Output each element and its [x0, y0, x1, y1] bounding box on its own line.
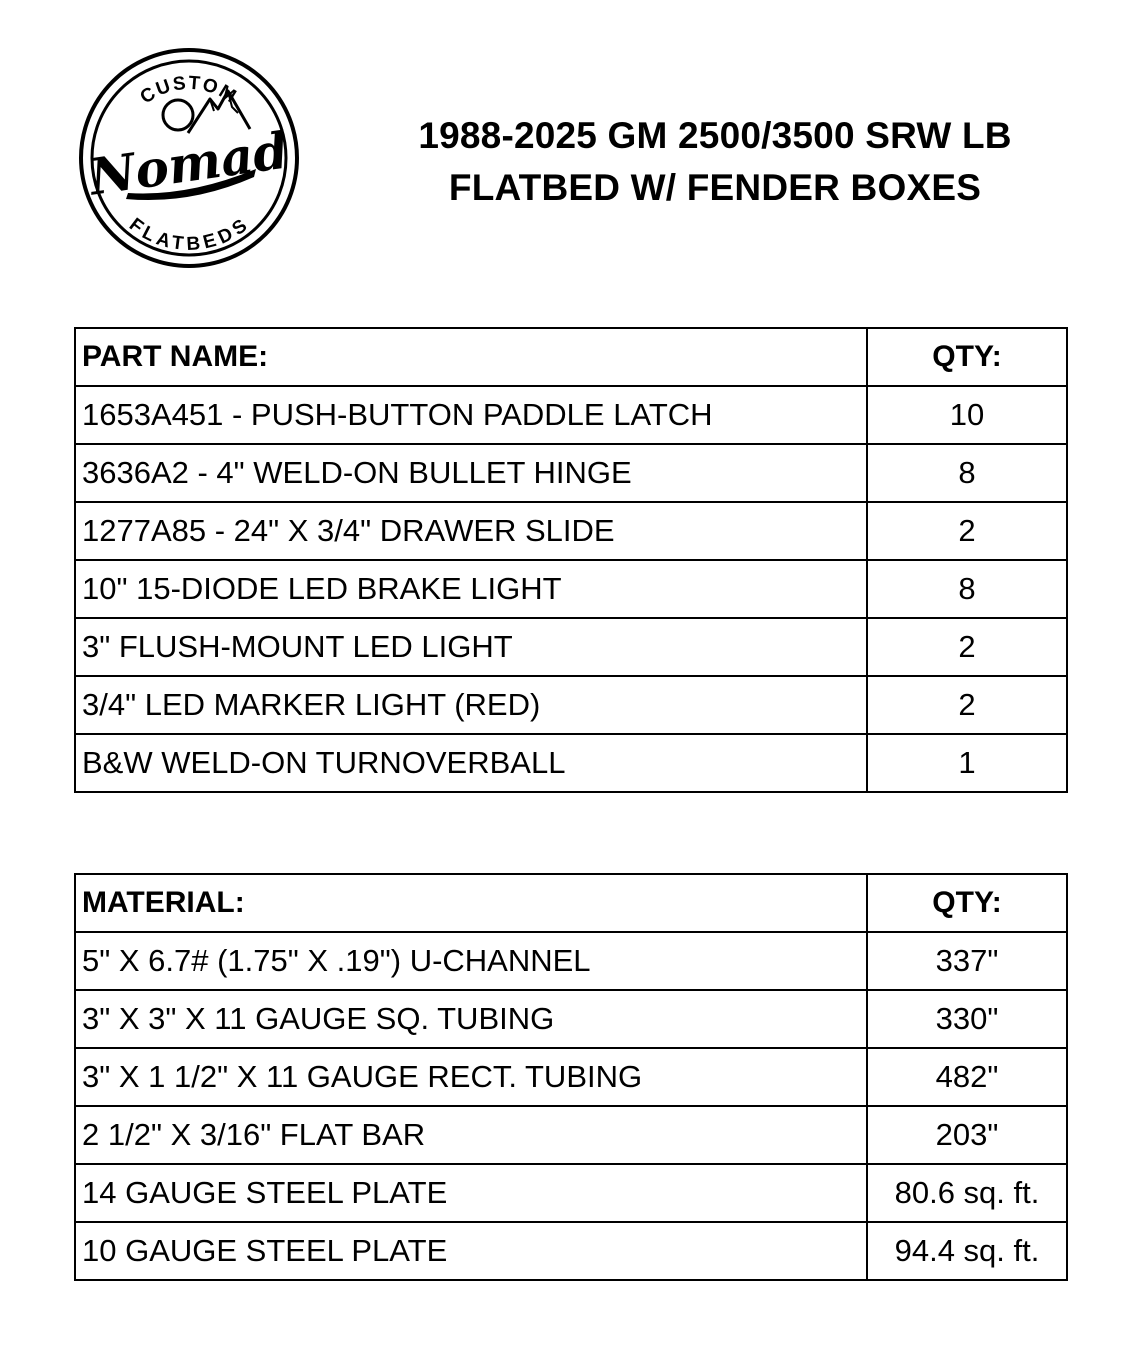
table-row — [75, 502, 1067, 560]
part-name-cell: 3" FLUSH-MOUNT LED LIGHT — [75, 618, 867, 676]
part-name-cell: 10" 15-DIODE LED BRAKE LIGHT — [75, 560, 867, 618]
qty-cell: 8 — [867, 444, 1067, 502]
materials-table — [74, 873, 1068, 1281]
qty-cell: 80.6 sq. ft. — [867, 1164, 1067, 1222]
qty-cell: 330" — [867, 990, 1067, 1048]
materials-table-header — [75, 874, 1067, 932]
table-row — [75, 1222, 1067, 1280]
material-name-cell: 10 GAUGE STEEL PLATE — [75, 1222, 867, 1280]
part-name-header: PART NAME: — [75, 328, 867, 386]
material-header: MATERIAL: — [75, 874, 867, 932]
logo-script-text: Nomad — [85, 120, 292, 207]
table-row — [75, 1048, 1067, 1106]
material-name-cell: 2 1/2" X 3/16" FLAT BAR — [75, 1106, 867, 1164]
qty-cell: 337" — [867, 932, 1067, 990]
table-row — [75, 618, 1067, 676]
table-row — [75, 386, 1067, 444]
qty-cell: 10 — [867, 386, 1067, 444]
qty-cell: 482" — [867, 1048, 1067, 1106]
qty-cell: 8 — [867, 560, 1067, 618]
logo-bottom-text: FLATBEDS — [125, 214, 253, 256]
logo-top-text: CUSTOM — [136, 72, 242, 109]
qty-header: QTY: — [867, 874, 1067, 932]
part-name-cell: 1277A85 - 24" X 3/4" DRAWER SLIDE — [75, 502, 867, 560]
part-name-cell: 3636A2 - 4" WELD-ON BULLET HINGE — [75, 444, 867, 502]
title-line-2: FLATBED W/ FENDER BOXES — [448, 167, 982, 208]
material-name-cell: 3" X 3" X 11 GAUGE SQ. TUBING — [75, 990, 867, 1048]
company-logo — [78, 47, 300, 269]
table-row — [75, 932, 1067, 990]
table-row — [75, 1106, 1067, 1164]
qty-header: QTY: — [867, 328, 1067, 386]
page-title — [330, 110, 1100, 214]
qty-cell: 94.4 sq. ft. — [867, 1222, 1067, 1280]
table-row — [75, 1164, 1067, 1222]
qty-cell: 2 — [867, 618, 1067, 676]
parts-table-header — [75, 328, 1067, 386]
qty-cell: 2 — [867, 676, 1067, 734]
part-name-cell: 1653A451 - PUSH-BUTTON PADDLE LATCH — [75, 386, 867, 444]
part-name-cell: B&W WELD-ON TURNOVERBALL — [75, 734, 867, 792]
table-row — [75, 734, 1067, 792]
qty-cell: 1 — [867, 734, 1067, 792]
material-name-cell: 5" X 6.7# (1.75" X .19") U-CHANNEL — [75, 932, 867, 990]
table-row — [75, 990, 1067, 1048]
material-name-cell: 3" X 1 1/2" X 11 GAUGE RECT. TUBING — [75, 1048, 867, 1106]
qty-cell: 2 — [867, 502, 1067, 560]
table-row — [75, 444, 1067, 502]
title-line-1: 1988-2025 GM 2500/3500 SRW LB — [418, 115, 1012, 156]
qty-cell: 203" — [867, 1106, 1067, 1164]
parts-table — [74, 327, 1068, 793]
material-name-cell: 14 GAUGE STEEL PLATE — [75, 1164, 867, 1222]
part-name-cell: 3/4" LED MARKER LIGHT (RED) — [75, 676, 867, 734]
table-row — [75, 676, 1067, 734]
table-row — [75, 560, 1067, 618]
